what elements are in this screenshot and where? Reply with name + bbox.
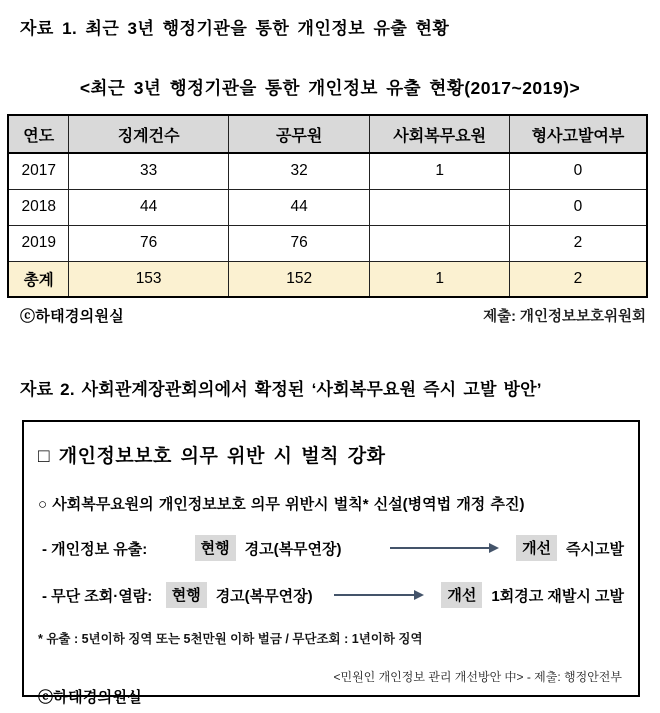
cell-value: 1 [370, 261, 510, 297]
policy-box [22, 420, 640, 706]
cell-total-label: 총계 [8, 261, 69, 297]
box-source: <민원인 개인정보 관리 개선방안 中> - 제출: 행정안전부 [333, 670, 622, 684]
improved-text: 1회경고 재발시 고발 [491, 587, 624, 605]
cell-year: 2019 [8, 225, 69, 261]
table-row [8, 225, 647, 261]
table-footer-line [20, 305, 646, 326]
col-header-social-service: 사회복무요원 [370, 115, 510, 153]
improved-text: 즉시고발 [566, 540, 625, 558]
cell-value [370, 225, 510, 261]
table-header-row [8, 115, 647, 153]
cell-value: 76 [69, 225, 228, 261]
cell-year: 2017 [8, 153, 69, 189]
data-source: 제출: 개인정보보호위원회 [483, 309, 646, 325]
cell-value [370, 189, 510, 225]
cell-value: 2 [509, 261, 647, 297]
cell-value: 44 [228, 189, 370, 225]
copyright-credit: ⓒ하태경의원실 [38, 689, 143, 706]
arrow-right-icon [390, 547, 490, 549]
measure-row-unauthorized-access [38, 582, 624, 608]
current-tag: 현행 [195, 535, 236, 561]
section2-title: 자료 2. 사회관계장관회의에서 확정된 ‘사회복무요원 즉시 고발 방안’ [20, 380, 542, 399]
document-page [0, 14, 660, 713]
table-row [8, 153, 647, 189]
current-text: 경고(복무연장) [244, 540, 342, 558]
leak-stats-table [7, 114, 648, 298]
cell-value: 33 [69, 153, 228, 189]
cell-value: 0 [509, 189, 647, 225]
cell-value: 1 [370, 153, 510, 189]
cell-value: 0 [509, 153, 647, 189]
measure-label: - 무단 조회·열람: [42, 587, 153, 605]
col-header-year: 연도 [8, 115, 69, 153]
policy-heading: □ 개인정보보호 의무 위반 시 벌칙 강화 [38, 446, 386, 467]
measure-label: - 개인정보 유출: [42, 540, 148, 558]
policy-subheading: ○ 사회복무요원의 개인정보보호 의무 위반시 벌칙* 신설(병역법 개정 추진) [38, 496, 525, 513]
cell-value: 32 [228, 153, 370, 189]
arrow-right-icon [334, 594, 415, 596]
col-header-public-official: 공무원 [228, 115, 370, 153]
col-header-discipline-count: 징계건수 [69, 115, 228, 153]
cell-value: 152 [228, 261, 370, 297]
table-row [8, 189, 647, 225]
measure-row-leak [38, 535, 624, 561]
table-caption: <최근 3년 행정기관을 통한 개인정보 유출 현황(2017~2019)> [79, 78, 581, 98]
cell-value: 2 [509, 225, 647, 261]
cell-value: 76 [228, 225, 370, 261]
section1-title: 자료 1. 최근 3년 행정기관을 통한 개인정보 유출 현황 [20, 19, 450, 38]
improved-tag: 개선 [516, 535, 557, 561]
col-header-criminal-charge: 형사고발여부 [509, 115, 647, 153]
cell-year: 2018 [8, 189, 69, 225]
current-text: 경고(복무연장) [215, 587, 313, 605]
copyright-credit: ⓒ하태경의원실 [20, 308, 125, 325]
cell-value: 153 [69, 261, 228, 297]
cell-value: 44 [69, 189, 228, 225]
current-tag: 현행 [166, 582, 207, 608]
penalty-footnote: * 유출 : 5년이하 징역 또는 5천만원 이하 벌금 / 무단조회 : 1년이하 징역 [38, 632, 423, 646]
table-total-row [8, 261, 647, 297]
improved-tag: 개선 [441, 582, 482, 608]
